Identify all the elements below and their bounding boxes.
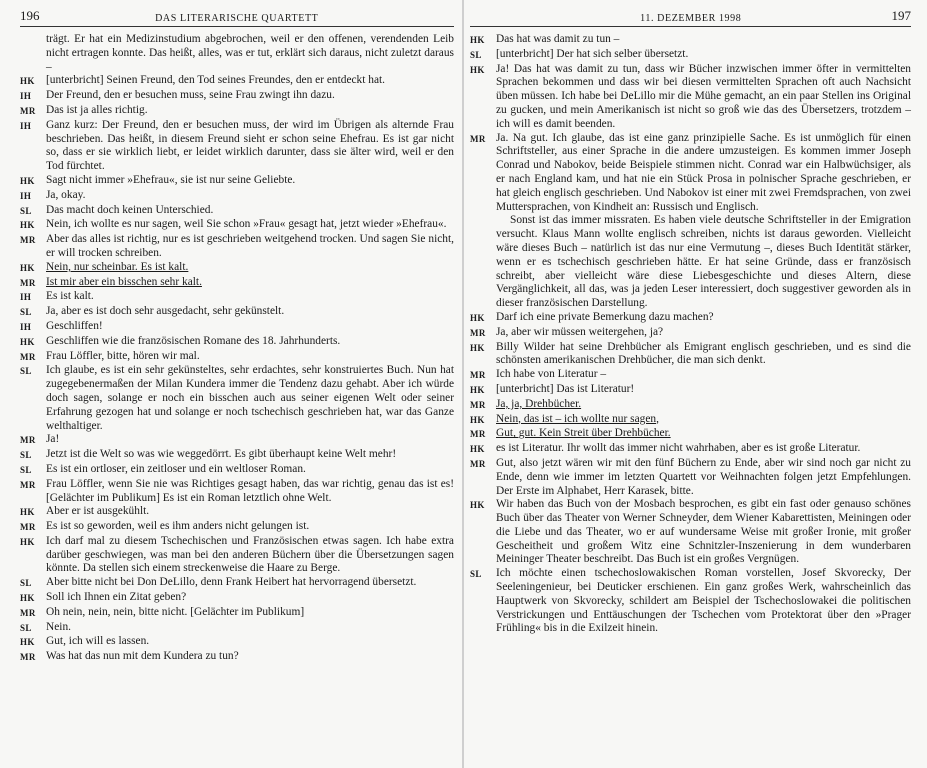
speaker-initials: MR <box>470 133 486 144</box>
dialogue-entry <box>20 621 454 636</box>
dialogue-text: Ja, okay. <box>46 188 86 201</box>
dialogue-text: Nein. <box>46 620 71 633</box>
dialogue-entry <box>470 498 911 567</box>
dialogue-text: Ganz kurz: Der Freund, den er besuchen muss, der wird im Übrigen als alternde Frau beschrieben. Das heißt, in diesem Freund sieht er schon seine Ehefrau. Es ist gar nicht so, dass er sie wirklich liebt, er leidet wirklich darunter, dass sie älter wird, weil er den Tod fürchtet. <box>46 118 454 173</box>
speaker-initials: SL <box>470 49 482 60</box>
speaker-initials: HK <box>20 220 35 231</box>
dialogue-entry <box>20 350 454 365</box>
dialogue-entry <box>20 635 454 650</box>
dialogue-text: Der Freund, den er besuchen muss, seine Frau zwingt ihn dazu. <box>46 89 335 102</box>
speaker-initials: HK <box>20 76 35 87</box>
dialogue-entry <box>20 305 454 320</box>
speaker-initials: IH <box>20 190 32 201</box>
right-dialogue <box>470 33 911 636</box>
speaker-initials: IH <box>20 292 32 303</box>
dialogue-entry <box>20 364 454 433</box>
right-header-rule <box>470 26 911 27</box>
speaker-initials: HK <box>470 444 485 455</box>
left-page <box>0 0 462 768</box>
dialogue-text: Ja. Na gut. Ich glaube, das ist eine ganz prinzipielle Sache. Es ist unmöglich für einen Schriftsteller, aus einer Sprache in die andere umzusteigen. Es kommen immer Joseph Conrad und Nabokov, beide Beispiele stimmen nicht. Conrad war ein Halbwüchsiger, als er nach England kam, und hat nie ein Stück Prosa in polnischer Sprache geschrieben, er hat gleich englisch geschrieben. Und Nabokov ist einer mit zwei Fremdsprachen, von zwei Muttersprachen, von Kindheit an: Russisch und Englisch. <box>496 131 911 213</box>
speaker-initials: HK <box>470 35 485 45</box>
speaker-initials: HK <box>20 593 35 604</box>
dialogue-text: Ich möchte einen tschechoslowakischen Roman vorstellen, Josef Skvorecky, Der Seeleningenieur, bei Deuticker erschienen. Ein ganz großes Werk, wahrscheinlich das Hauptwerk von Skvorecky, schildert am Beispiel der Tschechoslowakei die politischen Verstrickungen und Enttäuschungen der Tschechen vom Protektorat über den »Prager Frühling« bis in die Exilzeit hinein. <box>496 567 911 635</box>
dialogue-entry <box>20 478 454 506</box>
dialogue-text: Frau Löffler, wenn Sie nie was Richtiges gesagt haben, das war richtig, genau das ist es! [Gelächter im Publikum] Es ist ein Roman letztlich ohne Welt. <box>46 477 454 504</box>
dialogue-text: es ist Literatur. Ihr wollt das immer nicht wahrhaben, aber es ist große Literatur. <box>496 442 861 455</box>
dialogue-entry <box>20 104 454 119</box>
left-running-title: DAS LITERARISCHE QUARTETT <box>155 13 319 24</box>
speaker-initials: SL <box>20 578 32 589</box>
right-page-number: 197 <box>891 8 911 23</box>
dialogue-text: Das hat was damit zu tun – <box>496 33 620 45</box>
speaker-initials: HK <box>470 500 485 511</box>
dialogue-entry <box>470 341 911 369</box>
dialogue-text: Nein, das ist – ich wollte nur sagen, <box>496 412 659 425</box>
speaker-initials: HK <box>20 262 35 273</box>
left-running-head <box>20 6 454 26</box>
speaker-initials: HK <box>20 536 35 547</box>
speaker-initials: MR <box>470 429 486 440</box>
speaker-initials: HK <box>470 312 485 323</box>
dialogue-paragraph: Sonst ist das immer missraten. Es haben viele deutsche Schriftsteller in der Emigration versucht. Klaus Mann wollte englisch schreiben, nichts ist daraus geworden. Vielleicht wäre dieses Buch – natürlich ist das nur eine Vermutung –, dieses Buch Identität stärker, wenn er es tschechisch geschrieben hätte. Er hat seine Gründe, dass er französisch schreibt, aber vielleicht wäre diese Liebesgeschichte und dieses Altern, diese Vergänglichkeit, all das, was ja jeden Leser interessiert, doch suggestiver geworden als in dieser französischen Darstellung. <box>496 214 911 310</box>
dialogue-text: Es ist so geworden, weil es ihm anders nicht gelungen ist. <box>46 520 310 533</box>
dialogue-text: Darf ich eine private Bemerkung dazu machen? <box>496 310 714 323</box>
dialogue-text: Ich glaube, es ist ein sehr gekünsteltes, sehr erdachtes, sehr konstruiertes Buch. Nun hat zugegebenermaßen der Milan Kundera immer die Tendenz dazu gehabt. Aber ich würde doch sagen, solange er noch ein bisschen auch aus seiner eigenen Welt oder seiner Erfahrung gezogen hat und solange er noch tschechisch geschrieben hat, war das Ganze welthaltiger. <box>46 364 454 432</box>
dialogue-text: [unterbricht] Seinen Freund, den Tod seines Freundes, den er entdeckt hat. <box>46 74 386 87</box>
dialogue-entry <box>20 591 454 606</box>
speaker-initials: SL <box>20 450 32 461</box>
dialogue-entry <box>470 33 911 48</box>
dialogue-text: Aber das alles ist richtig, nur es ist geschrieben weitgehend trocken. Und sagen Sie nicht, er will trocken schreiben. <box>46 233 454 259</box>
dialogue-text: Soll ich Ihnen ein Zitat geben? <box>46 591 187 604</box>
dialogue-text: Wir haben das Buch von der Mosbach besprochen, es gibt ein fast oder genauso schönes Buch über das Theater von Werner Schneyder, dem Wiener Kabarettisten, Meiningen oder die Liebe und das Theater, wo er auf wundersame Weise mit großer Ironie, mit großer Gescheitheit und großem Witz eine Schnitzler-Inszenierung in dem wunderbaren Meininger Theater beschreibt. Das Buch ist ein großes Vergnügen. <box>496 498 911 566</box>
dialogue-entry <box>470 413 911 428</box>
speaker-initials: MR <box>470 327 486 338</box>
left-dialogue <box>20 33 454 665</box>
dialogue-entry <box>20 119 454 174</box>
dialogue-entry <box>20 535 454 576</box>
dialogue-entry <box>20 189 454 204</box>
dialogue-entry <box>20 606 454 621</box>
dialogue-text: Geschliffen! <box>46 319 103 332</box>
dialogue-entry <box>470 398 911 413</box>
speaker-initials: IH <box>20 91 32 102</box>
speaker-initials: HK <box>20 637 35 648</box>
right-running-head <box>470 6 911 26</box>
dialogue-entry <box>20 505 454 520</box>
dialogue-entry <box>20 463 454 478</box>
dialogue-text: Was hat das nun mit dem Kundera zu tun? <box>46 650 239 663</box>
dialogue-entry <box>20 576 454 591</box>
speaker-initials: MR <box>470 370 486 381</box>
dialogue-entry <box>20 218 454 233</box>
dialogue-entry <box>470 63 911 132</box>
dialogue-text: Gut, gut. Kein Streit über Drehbücher. <box>496 427 671 440</box>
dialogue-text: Es ist ein ortloser, ein zeitloser und ein weltloser Roman. <box>46 462 306 475</box>
dialogue-entry <box>20 290 454 305</box>
dialogue-text: Billy Wilder hat seine Drehbücher als Emigrant englisch geschrieben, und es sind die schönsten amerikanischen Drehbücher, die man sich denkt. <box>496 340 911 367</box>
dialogue-text: [unterbricht] Das ist Literatur! <box>496 382 635 395</box>
speaker-initials: MR <box>20 479 36 490</box>
speaker-initials: SL <box>20 205 32 216</box>
dialogue-text: Das ist ja alles richtig. <box>46 103 148 116</box>
dialogue-entry <box>470 48 911 63</box>
dialogue-text: Gut, also jetzt wären wir mit den fünf Büchern zu Ende, aber wir sind noch gar nicht zu Ende, denn wie immer im letzten Quartett vor Weihnachten folgen jetzt Empfehlungen. Der Erste im Alphabet, Herr Karasek, bitte. <box>496 456 911 497</box>
dialogue-text: Gut, ich will es lassen. <box>46 635 150 648</box>
speaker-initials: HK <box>20 175 35 186</box>
dialogue-entry <box>20 261 454 276</box>
speaker-initials: MR <box>20 277 36 288</box>
dialogue-text: Nein, ich wollte es nur sagen, weil Sie schon »Frau« gesagt hat, jetzt wieder »Ehefrau«. <box>46 218 447 231</box>
dialogue-entry <box>20 433 454 448</box>
dialogue-text: Frau Löffler, bitte, hören wir mal. <box>46 349 200 362</box>
dialogue-entry <box>470 442 911 457</box>
dialogue-entry <box>470 132 911 215</box>
dialogue-entry <box>20 74 454 89</box>
dialogue-entry <box>20 320 454 335</box>
dialogue-text: Ja, aber es ist doch sehr ausgedacht, sehr gekünstelt. <box>46 305 285 318</box>
speaker-initials: HK <box>470 64 485 75</box>
speaker-initials: MR <box>20 607 36 618</box>
dialogue-text: Ich darf mal zu diesem Tschechischen und Französischen etwas sagen. Ich habe extra darüber geschwiegen, was man bei den anderen Büchern über die Übersetzungen sagen könnte. Da stellen sich einem streckenweise die Haare zu Berge. <box>46 534 454 575</box>
dialogue-text: Nein, nur scheinbar. Es ist kalt. <box>46 260 189 273</box>
dialogue-text: Das macht doch keinen Unterschied. <box>46 203 214 216</box>
dialogue-text: Oh nein, nein, nein, bitte nicht. [Gelächter im Publikum] <box>46 605 305 618</box>
dialogue-entry <box>20 520 454 535</box>
dialogue-entry <box>20 233 454 261</box>
speaker-initials: SL <box>20 622 32 633</box>
dialogue-entry <box>470 326 911 341</box>
continuation-paragraph: trägt. Er hat ein Medizinstudium abgebrochen, weil er den offenen, verendenden Leib nicht ertragen konnte. Das heißt, alles, was er tut, erklärt sich daraus, nicht zuletzt daraus – <box>46 33 454 73</box>
dialogue-entry <box>470 368 911 383</box>
dialogue-entry <box>20 276 454 291</box>
speaker-initials: MR <box>470 458 486 469</box>
speaker-initials: SL <box>20 307 32 318</box>
speaker-initials: SL <box>20 464 32 475</box>
dialogue-entry <box>470 311 911 326</box>
dialogue-text: Ja! Das hat was damit zu tun, dass wir Bücher inzwischen immer öfter in vermittelten Sprachen bekommen und dass wir bei diesen vermittelten Sprachen oft auch Nachsicht üben müssen. Ich habe bei DeLillo mir die Mühe gemacht, an ein paar Stellen ins Original zu gucken, und mein Amerikanisch ist nicht so groß wie das des Übersetzers, trotzdem – ich will es damit beenden. <box>496 62 911 130</box>
right-running-title: 11. DEZEMBER 1998 <box>640 13 742 24</box>
left-header-rule <box>20 26 454 27</box>
dialogue-text: Jetzt ist die Welt so was wie weggedörrt. Es gibt überhaupt keine Welt mehr! <box>46 448 397 461</box>
speaker-initials: MR <box>20 351 36 362</box>
speaker-initials: IH <box>20 120 32 131</box>
dialogue-entry <box>470 567 911 636</box>
dialogue-text: Geschliffen wie die französischen Romane des 18. Jahrhunderts. <box>46 334 341 347</box>
speaker-initials: MR <box>20 435 36 446</box>
dialogue-entry <box>20 650 454 665</box>
dialogue-entry <box>470 457 911 498</box>
dialogue-entry <box>20 89 454 104</box>
speaker-initials: HK <box>470 342 485 353</box>
speaker-initials: HK <box>470 384 485 395</box>
speaker-initials: MR <box>470 399 486 410</box>
dialogue-text: Aber bitte nicht bei Don DeLillo, denn Frank Heibert hat hervorragend übersetzt. <box>46 576 417 589</box>
dialogue-entry <box>470 427 911 442</box>
dialogue-entry <box>20 448 454 463</box>
dialogue-text: Ist mir aber ein bisschen sehr kalt. <box>46 275 202 288</box>
dialogue-entry <box>20 335 454 350</box>
speaker-initials: MR <box>20 652 36 663</box>
speaker-initials: MR <box>20 105 36 116</box>
dialogue-text: Es ist kalt. <box>46 290 94 303</box>
speaker-initials: HK <box>20 507 35 518</box>
dialogue-text: Ja! <box>46 433 60 446</box>
speaker-initials: SL <box>20 366 32 377</box>
dialogue-entry <box>20 174 454 189</box>
dialogue-text: Aber er ist ausgekühlt. <box>46 505 150 518</box>
speaker-initials: HK <box>470 414 485 425</box>
speaker-initials: HK <box>20 336 35 347</box>
speaker-initials: MR <box>20 522 36 533</box>
dialogue-text: [unterbricht] Der hat sich selber übersetzt. <box>496 47 689 60</box>
speaker-initials: IH <box>20 321 32 332</box>
dialogue-text: Ja, aber wir müssen weitergehen, ja? <box>496 325 664 338</box>
left-page-number: 196 <box>20 8 40 23</box>
dialogue-entry <box>470 383 911 398</box>
dialogue-text: Sagt nicht immer »Ehefrau«, sie ist nur seine Geliebte. <box>46 173 296 186</box>
dialogue-text: Ich habe von Literatur – <box>496 368 607 381</box>
speaker-initials: MR <box>20 235 36 246</box>
right-page <box>464 0 927 768</box>
dialogue-entry <box>20 204 454 219</box>
dialogue-text: Ja, ja, Drehbücher. <box>496 397 582 410</box>
speaker-initials: SL <box>470 569 482 580</box>
